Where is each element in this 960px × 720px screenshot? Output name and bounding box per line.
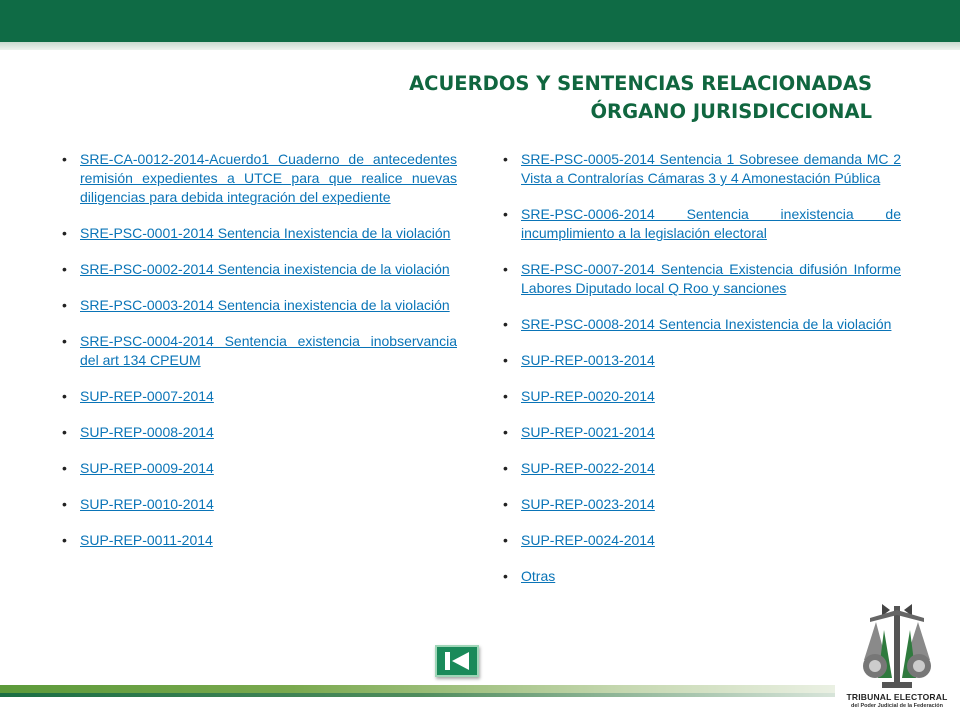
bullet: • — [503, 316, 508, 332]
list-item — [62, 495, 457, 514]
list-item — [503, 387, 901, 406]
document-link[interactable]: SRE-PSC-0003-2014 Sentencia inexistencia de la violación — [80, 297, 450, 313]
first-slide-icon — [442, 650, 472, 672]
bullet: • — [62, 151, 67, 167]
document-link[interactable]: SUP-REP-0022-2014 — [521, 460, 655, 476]
list-item — [62, 224, 457, 243]
bullet: • — [503, 352, 508, 368]
bullet: • — [62, 297, 67, 313]
document-link[interactable]: SUP-REP-0009-2014 — [80, 460, 214, 476]
list-item — [503, 315, 901, 334]
first-slide-button[interactable] — [435, 645, 479, 677]
page-title — [409, 70, 872, 126]
bullet: • — [62, 532, 67, 548]
document-link[interactable]: SRE-PSC-0004-2014 Sentencia existencia inobservancia del art 134 CPEUM — [80, 333, 457, 368]
left-link-list — [62, 150, 457, 567]
tribunal-logo — [838, 600, 956, 712]
bullet: • — [503, 261, 508, 277]
list-item — [62, 387, 457, 406]
logo-subtitle: del Poder Judicial de la Federación — [850, 703, 943, 709]
bullet: • — [503, 460, 508, 476]
document-link[interactable]: SUP-REP-0008-2014 — [80, 424, 214, 440]
list-item — [503, 150, 901, 188]
document-link[interactable]: SUP-REP-0011-2014 — [80, 532, 213, 548]
list-item — [62, 260, 457, 279]
bullet: • — [62, 496, 67, 512]
other-link[interactable]: Otras — [521, 568, 556, 584]
list-item — [503, 351, 901, 370]
document-link[interactable]: SUP-REP-0020-2014 — [521, 388, 655, 404]
document-link[interactable]: SUP-REP-0021-2014 — [521, 424, 655, 440]
list-item — [503, 531, 901, 550]
logo-name: TRIBUNAL ELECTORAL — [846, 692, 948, 702]
bullet: • — [62, 333, 67, 349]
bullet: • — [62, 388, 67, 404]
list-item — [62, 423, 457, 442]
document-link[interactable]: SRE-PSC-0006-2014 Sentencia inexistencia de incumplimiento a la legislación electoral — [521, 206, 901, 241]
title-line-1: ACUERDOS Y SENTENCIAS RELACIONADAS — [409, 72, 872, 95]
list-item — [503, 495, 901, 514]
document-link[interactable]: SRE-PSC-0007-2014 Sentencia Existencia difusión Informe Labores Diputado local Q Roo y sanciones — [521, 261, 901, 296]
document-link[interactable]: SUP-REP-0010-2014 — [80, 496, 214, 512]
bullet: • — [503, 206, 508, 222]
bullet: • — [503, 388, 508, 404]
bullet: • — [62, 225, 67, 241]
list-item — [62, 332, 457, 370]
bullet: • — [62, 261, 67, 277]
list-item — [503, 459, 901, 478]
bullet: • — [503, 568, 508, 584]
bullet: • — [503, 424, 508, 440]
document-link[interactable]: SRE-PSC-0001-2014 Sentencia Inexistencia de la violación — [80, 225, 451, 241]
document-link[interactable]: SUP-REP-0013-2014 — [521, 352, 655, 368]
scales-emblem-icon — [856, 600, 938, 690]
bullet: • — [62, 424, 67, 440]
header-bar — [0, 0, 960, 42]
list-item — [62, 531, 457, 550]
document-link[interactable]: SUP-REP-0024-2014 — [521, 532, 655, 548]
footer-stripe — [0, 693, 835, 697]
document-link[interactable]: SRE-CA-0012-2014-Acuerdo1 Cuaderno de antecedentes remisión expedientes a UTCE para que realice nuevas diligencias para debida integración del expediente — [80, 151, 457, 205]
bullet: • — [503, 496, 508, 512]
footer-bar — [0, 685, 835, 693]
bullet: • — [62, 460, 67, 476]
document-link[interactable]: SUP-REP-0023-2014 — [521, 496, 655, 512]
list-item — [62, 296, 457, 315]
right-link-list — [503, 150, 901, 603]
bullet: • — [503, 532, 508, 548]
bullet: • — [503, 151, 508, 167]
list-item — [62, 150, 457, 207]
document-link[interactable]: SRE-PSC-0002-2014 Sentencia inexistencia de la violación — [80, 261, 450, 277]
list-item — [503, 205, 901, 243]
list-item — [503, 423, 901, 442]
document-link[interactable]: SUP-REP-0007-2014 — [80, 388, 214, 404]
list-item — [503, 260, 901, 298]
list-item — [503, 567, 901, 586]
header-stripe — [0, 42, 960, 50]
list-item — [62, 459, 457, 478]
document-link[interactable]: SRE-PSC-0005-2014 Sentencia 1 Sobresee demanda MC 2 Vista a Contralorías Cámaras 3 y 4 Amonestación Pública — [521, 151, 901, 186]
title-line-2: ÓRGANO JURISDICCIONAL — [590, 100, 872, 123]
document-link[interactable]: SRE-PSC-0008-2014 Sentencia Inexistencia de la violación — [521, 316, 892, 332]
